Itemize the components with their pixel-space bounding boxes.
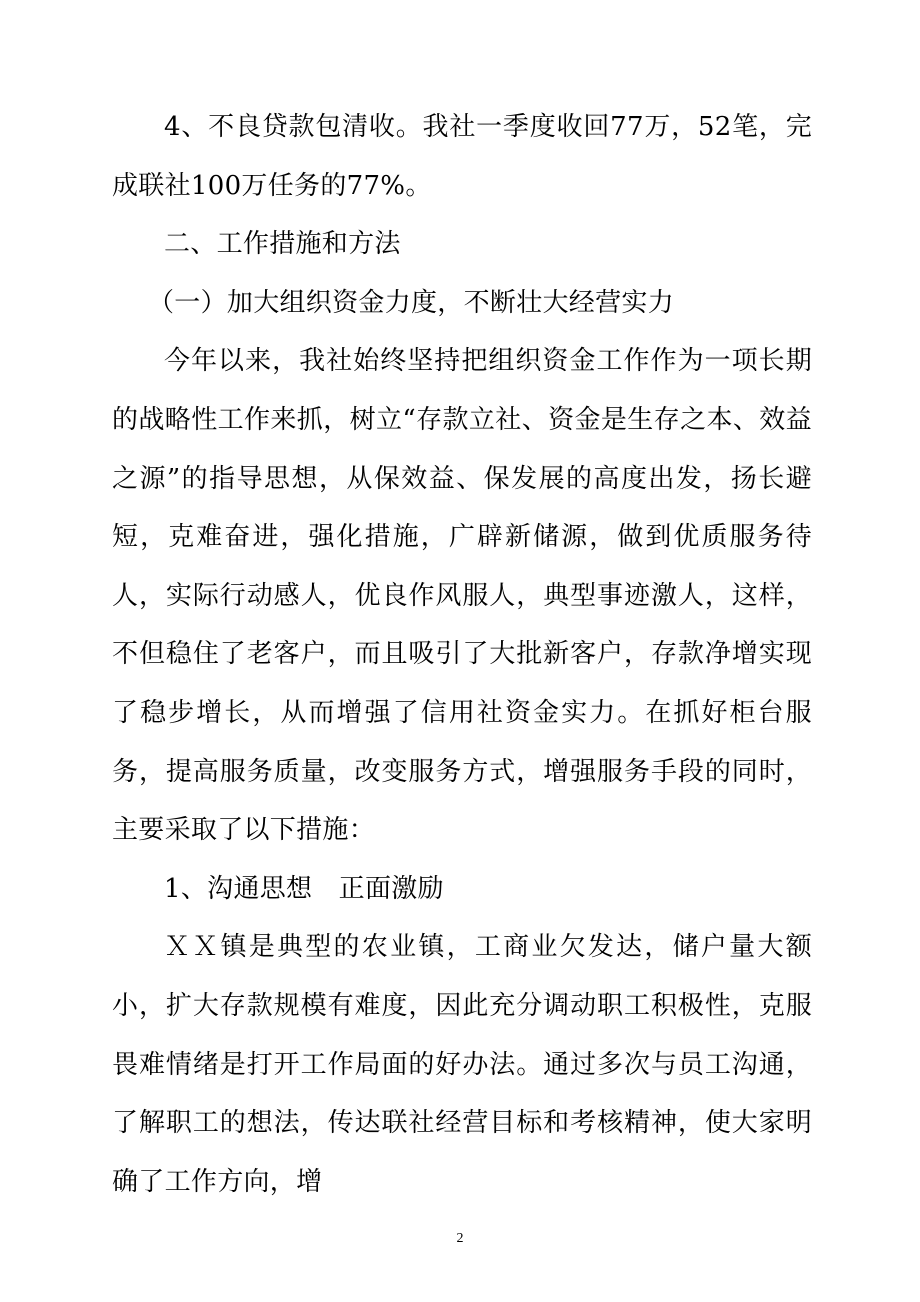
paragraph-town-situation: ＸＸ镇是典型的农业镇，工商业欠发达，储户量大额小，扩大存款规模有难度，因此充分调动职工积极性，克服畏难情绪是打开工作局面的好办法。通过多次与员工沟通，了解职工的想法，传达联社经营目标和考核精神，使大家明确了工作方向，增 bbox=[112, 932, 812, 1197]
subsection-heading-funds: （一）加大组织资金力度，不断壮大经营实力 bbox=[148, 287, 675, 318]
item-heading-communication: 1、沟通思想 正面激励 bbox=[164, 873, 444, 904]
paragraph-bad-loan-recovery: 4、不良贷款包清收。我社一季度收回77万，52笔，完成联社100万任务的77%。 bbox=[112, 112, 812, 201]
page-number: 2 bbox=[456, 1231, 464, 1246]
section-heading-measures: 二、工作措施和方法 bbox=[164, 229, 401, 260]
paragraph-funds-strategy: 今年以来，我社始终坚持把组织资金工作作为一项长期的战略性工作来抓，树立“存款立社、资金是生存之本、效益之源”的指导思想，从保效益、保发展的高度出发，扬长避短，克难奋进，强化措施，广辟新储源，做到优质服务待人，实际行动感人，优良作风服人，典型事迹激人，这样，不但稳住了老客户，而且吸引了大批新客户，存款净增实现了稳步增长，从而增强了信用社资金实力。在抓好柜台服务，提高服务质量，改变服务方式，增强服务手段的同时，主要采取了以下措施： bbox=[112, 346, 812, 846]
document-body bbox=[112, 98, 812, 1211]
